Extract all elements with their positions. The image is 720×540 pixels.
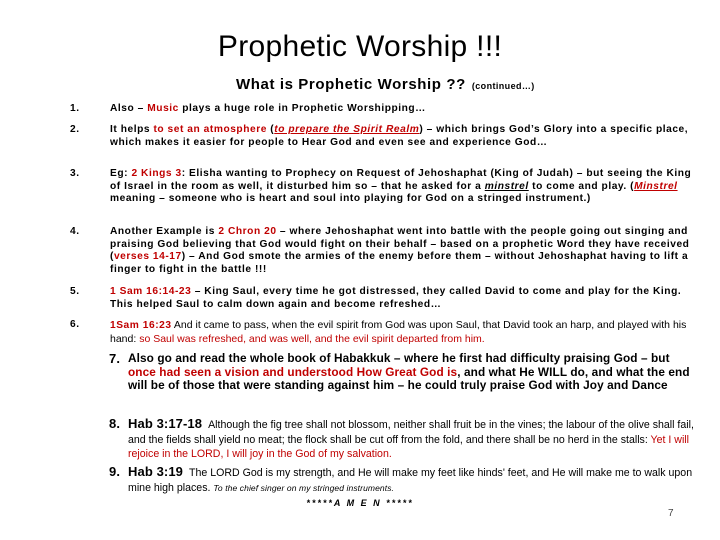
item-number: 3. — [70, 168, 80, 179]
item-highlight: 1 Sam 16:14-23 — [110, 286, 192, 297]
item-emphasis: minstrel — [484, 180, 529, 192]
list-item-4 — [70, 226, 695, 276]
item-text: plays a huge role in Prophetic Worshipping… — [178, 103, 426, 114]
list-item-2 — [70, 124, 695, 149]
item-highlight: Minstrel — [634, 180, 678, 192]
item-text: ) – which brings God’s Glory into a specific place, which makes it easier for people to Hear God and even see and experience God… — [110, 124, 689, 148]
item-highlight: 2 Chron 20 — [218, 226, 277, 237]
item-text: The LORD God is my strength, and He will make my feet like hinds' feet, and He will make me to walk upon mine high places — [128, 467, 693, 494]
item-number: 8. — [109, 416, 121, 431]
item-highlight: once had seen a vision and understood How Great God is — [128, 364, 458, 379]
item-text: ( — [266, 124, 275, 135]
item-highlight: Music — [147, 103, 179, 114]
list-item-6 — [70, 319, 695, 346]
item-text: Also go and read the whole book of Habakkuk – where he first had difficulty praising God – but — [128, 351, 670, 365]
item-number: 7. — [109, 351, 121, 366]
item-text: – where Jehoshaphat went into battle with the people going out singing and praising God believing that God would fight on their behalf – based on a prophetic Word they have received ( — [110, 226, 690, 263]
page-subtitle — [236, 76, 535, 93]
item-highlight: verses 14-17 — [113, 251, 182, 263]
list-item-7 — [109, 351, 698, 393]
item-highlight: to prepare the Spirit Realm — [274, 124, 420, 135]
item-text: Eg: — [110, 168, 132, 179]
item-note: To the chief singer on my stringed instruments. — [213, 482, 395, 493]
item-highlight: 2 Kings 3 — [131, 168, 182, 179]
page-number: 7 — [668, 508, 674, 519]
item-text: And it came to pass, when the evil spirit from God was upon Saul, that David took an harp, and played with his hand: — [110, 319, 687, 345]
item-text: : Elisha wanting to Prophecy on Request of Jehoshaphat (King of Judah) – but seeing the King of Israel in the room as well, it disturbed him so – that he asked for a — [110, 168, 692, 192]
list-item-3 — [70, 168, 695, 206]
item-text: – King Saul, every time he got distressed, they called David to come and play for the King. This helped Saul to calm down again and become refreshed… — [110, 286, 682, 310]
item-highlight: Yet I will rejoice in the LORD, I will joy in the God of my salvation. — [128, 433, 690, 461]
list-item-5 — [70, 286, 695, 311]
item-number: 4. — [70, 226, 80, 237]
item-text: ) – And God smote the armies of the enemy before them – without Jehoshaphat having to lift a finger to fight in the battle !!! — [110, 251, 689, 275]
scripture-reference: Hab 3:17-18 — [128, 416, 203, 431]
item-highlight: to set an atmosphere — [153, 124, 267, 135]
item-text: , and what He WILL do, and what the end will be of those that were standing against him – he could truly praise God with Joy and Dance — [128, 364, 690, 393]
list-item-1 — [70, 103, 695, 116]
item-highlight: so Saul was refreshed, and was well, and the evil spirit departed from him. — [139, 332, 485, 345]
item-text: meaning – someone who is heart and soul into playing for God on a stringed instrument.) — [110, 193, 591, 205]
page-title: Prophetic Worship !!! — [217, 30, 503, 63]
list-item-8 — [109, 416, 698, 462]
subtitle-text: What is Prophetic Worship ?? — [236, 76, 466, 93]
amen-footer: *****A M E N ***** — [306, 498, 414, 508]
item-number: 9. — [109, 464, 121, 479]
item-number: 2. — [70, 124, 80, 135]
item-number: 6. — [70, 319, 80, 330]
item-text: It helps — [110, 124, 154, 135]
list-item-9: 9. Hab 3:19 The LORD God is my strength, and He will make my feet like hinds' feet, and He will make me to walk upon mine high places. To the chief singer on my stringed instruments. — [109, 464, 693, 494]
item-text: Also – — [110, 103, 148, 114]
item-text: Another Example is — [110, 226, 219, 237]
item-number: 1. — [70, 103, 80, 114]
subtitle-note: (continued…) — [471, 81, 535, 91]
scripture-reference: Hab 3:19 — [128, 464, 183, 479]
item-number: 5. — [70, 286, 80, 297]
item-highlight: 1Sam 16:23 — [110, 320, 172, 331]
item-text: to come and play. ( — [528, 180, 635, 192]
item-text: Although the fig tree shall not blossom, neither shall fruit be in the vines; the labour of the olive shall fail, and the fields shall yield no meat; the flock shall be cut off from the fold, and there shall be no herd in the stalls: — [128, 419, 694, 446]
